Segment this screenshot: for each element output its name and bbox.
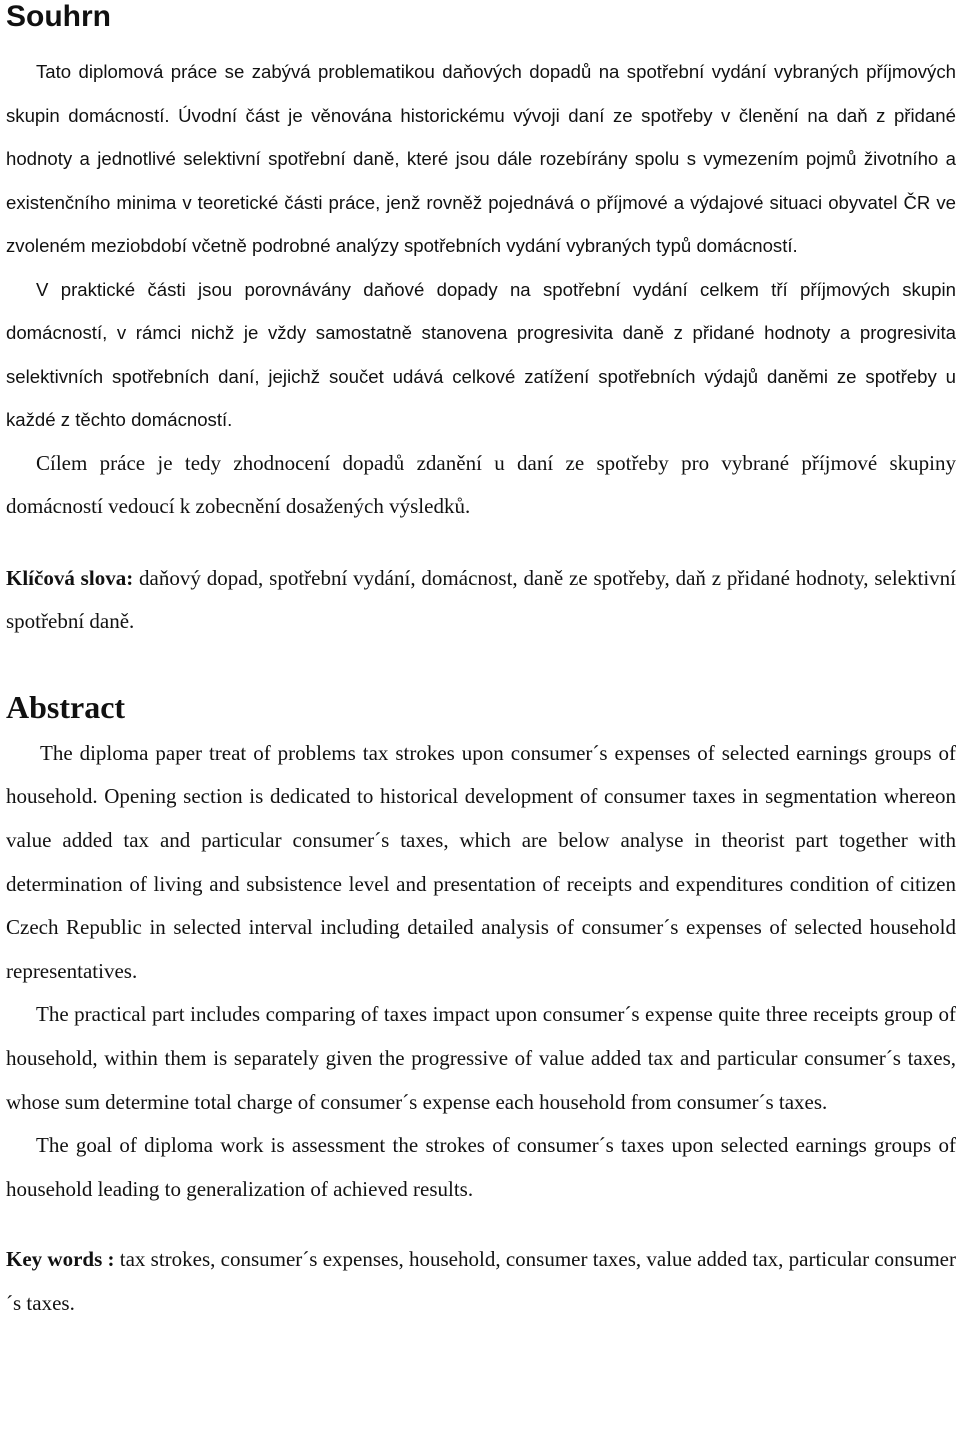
souhrn-paragraph-2: V praktické části jsou porovnávány daňové dopady na spotřební vydání celkem tří příjmových skupin domácností, v rámci nichž je vždy samostatně stanovena progresivita daně z přidané hodnoty a progresivita selektivních spotřebních daní, jejichž součet udává celkové zatížení spotřebních výdajů daněmi ze spotřeby u každé z těchto domácností. — [6, 278, 956, 430]
abstract-keywords-text: tax strokes, consumer´s expenses, household, consumer taxes, value added tax, particular consumer´s taxes. — [6, 1247, 956, 1315]
abstract-heading: Abstract — [6, 688, 126, 725]
souhrn-paragraph-3: Cílem práce je tedy zhodnocení dopadů zdanění u daní ze spotřeby pro vybrané příjmové skupiny domácností vedoucí k zobecnění dosažených výsledků. — [6, 450, 956, 519]
souhrn-keywords-label: Klíčová slova: — [6, 565, 134, 590]
souhrn-keywords-text: daňový dopad, spotřební vydání, domácnost, daně ze spotřeby, daň z přidané hodnoty, selektivní spotřební daně. — [6, 565, 956, 634]
abstract-keywords — [6, 1238, 956, 1325]
abstract-section — [6, 682, 956, 1326]
abstract-paragraph-3: The goal of diploma work is assessment the strokes of consumer´s taxes upon selected earnings groups of household leading to generalization of achieved results. — [6, 1133, 956, 1201]
document-page — [6, 0, 956, 1326]
abstract-keywords-label: Key words : — [6, 1247, 115, 1272]
abstract-paragraph-2: The practical part includes comparing of taxes impact upon consumer´s expense quite three receipts group of household, within them is separately given the progressive of value added tax and particular consumer´s taxes, whose sum determine total charge of consumer´s expense each household from consumer´s taxes. — [6, 1002, 956, 1114]
souhrn-paragraph-1: Tato diplomová práce se zabývá problematikou daňových dopadů na spotřební vydání vybraných příjmových skupin domácností. Úvodní část je věnována historickému vývoji daní ze spotřeby v členění na daň z přidané hodnoty a jednotlivé selektivní spotřební daně, které jsou dále rozebírány spolu s vymezením pojmů životního a existenčního minima v teoretické části práce, jenž rovněž pojednává o příjmové a výdajové situaci obyvatel ČR ve zvoleném meziobdobí včetně podrobné analýzy spotřebních vydání vybraných typů domácností. — [6, 61, 956, 256]
souhrn-section — [6, 0, 956, 644]
souhrn-keywords — [6, 557, 956, 644]
souhrn-heading: Souhrn — [6, 0, 111, 33]
abstract-paragraph-1: The diploma paper treat of problems tax strokes upon consumer´s expenses of selected earnings groups of household. Opening section is dedicated to historical development of consumer taxes in segmentation whereon value added tax and particular consumer´s taxes, which are below analyse in theorist part together with determination of living and subsistence level and presentation of receipts and expenditures condition of citizen Czech Republic in selected interval including detailed analysis of consumer´s expenses of selected household representatives. — [6, 740, 956, 983]
